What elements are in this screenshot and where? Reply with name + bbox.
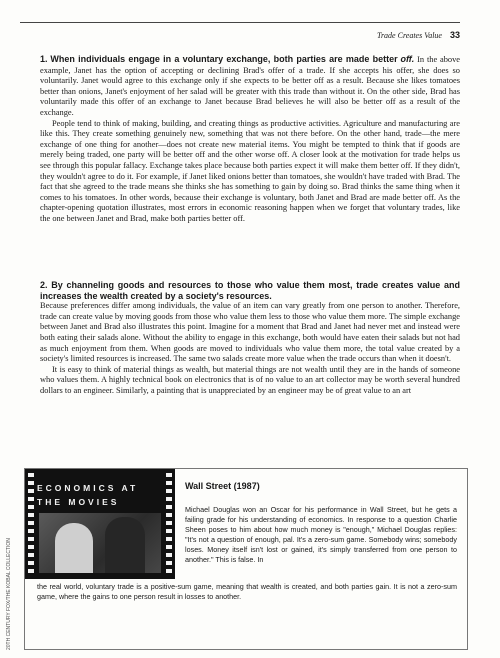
movie-figure-left [55, 523, 93, 573]
film-sprocket-icon [28, 473, 34, 575]
section-2 [40, 280, 460, 397]
running-head [377, 30, 460, 40]
section-1-lead-number: 1. [40, 54, 48, 64]
section-2-paragraph-1: Because preferences differ among individuals, the value of an item can vary greatly from one person to another. Therefore, trade can create value by moving goods from those who value them less to those who value them more. The simple exchange between Janet and Brad also illustrates this point. Imagine for a moment that Brad and Janet had never met and instead were both eating their salads alone. Without the ability to engage in this exchange, both would have eaten their salads but not had as much enjoyment from them. When goods are moved to individuals who value them more, the total value created by a society's limited resources is increased. The same two salads create more value when the trade occurs than when it doesn't. [40, 301, 460, 364]
box-text-continued: the real world, voluntary trade is a positive-sum game, meaning that wealth is created, and both parties gain. It is not a zero-sum game, where the gains to one person result in losses to another. [37, 582, 457, 601]
section-1-text-1: In the above example, Janet has the option of accepting or declining Brad's offer of a trade. If she accepts his offer, she does so voluntarily. Janet would agree to this exchange only if she expects to be better off as a result. Because she likes tomatoes better than onions, Janet's enjoyment of her salad will be greater with this trade than without it. On the other side, Brad has voluntarily made this offer of an exchange to Janet because Brad believes he will also be better off as a result of the exchange. [40, 55, 461, 117]
section-1-paragraph-2: People tend to think of making, building, and creating things as productive activities. Agriculture and manufacturing are like this. They create something genuinely new, something that was not there before. On the other hand, trade—the mere exchange of one thing for another—does not create new material items. You might be tempted to think that if goods are merely being traded, one party will be better off and the other worse off. A closer look at the motivation for trade helps us see through this popular fallacy. Exchange takes place because both parties expect it will make them better off. If they didn't, they wouldn't agree to do it. For example, if Janet liked onions better than tomatoes, she wouldn't have traded with Brad. The fact that she agreed to the trade means she thinks she has something to gain by doing so. Brad thinks the same thing when it comes to his tomatoes. In other words, because their exchange is voluntary, both Janet and Brad are made better off. As the chapter-opening quotation illustrates, most errors in economic reasoning happen when we forget that voluntary trades, like the one between Janet and Brad, make both parties better off. [40, 118, 460, 223]
header-rule [20, 22, 460, 23]
running-title: Trade Creates Value [376, 31, 442, 40]
film-sprocket-icon [166, 473, 172, 575]
page-number: 33 [449, 30, 460, 40]
movie-still-image [39, 513, 161, 573]
banner-title: ECONOMICS AT THE MOVIES [37, 483, 139, 507]
box-title: Wall Street (1987) [185, 481, 260, 491]
movie-figure-right [105, 517, 145, 573]
section-2-paragraph-2: It is easy to think of material things as wealth, but material things are not wealth until they are in the hands of someone who values them. A highly technical book on electronics that is of no value to an art collector may be worth several hundred dollars to an engineer. Similarly, a painting that is unappreciated by an engineer may be of great value to an art [40, 364, 460, 395]
movie-sidebar-box [24, 468, 468, 650]
photo-credit [4, 520, 14, 650]
section-2-lead: 2. By channeling goods and resources to those who value them most, trade creates value and increases the wealth created by a society's resources. [40, 280, 460, 301]
section-1-lead: When individuals engage in a voluntary exchange, both parties are made better [50, 54, 398, 64]
section-1 [40, 54, 460, 225]
section-1-paragraph-1 [40, 54, 460, 119]
film-strip-banner [25, 469, 175, 579]
section-1-lead-italic: off. [400, 54, 415, 64]
box-text: Michael Douglas won an Oscar for his performance in Wall Street, but he gets a failing grade for his understanding of economics. In response to a question Charlie Sheen poses to him about how much money is "enough," Michael Douglas replies: "It's not a question of enough, pal. It's a zero-sum game. Somebody wins; somebody loses. Money itself isn't lost or gained, it's simply transferred from one person to another." This is false. In [185, 505, 457, 564]
photo-credit-text: 20TH CENTURY FOX/THE KOBAL COLLECTION [6, 538, 12, 650]
